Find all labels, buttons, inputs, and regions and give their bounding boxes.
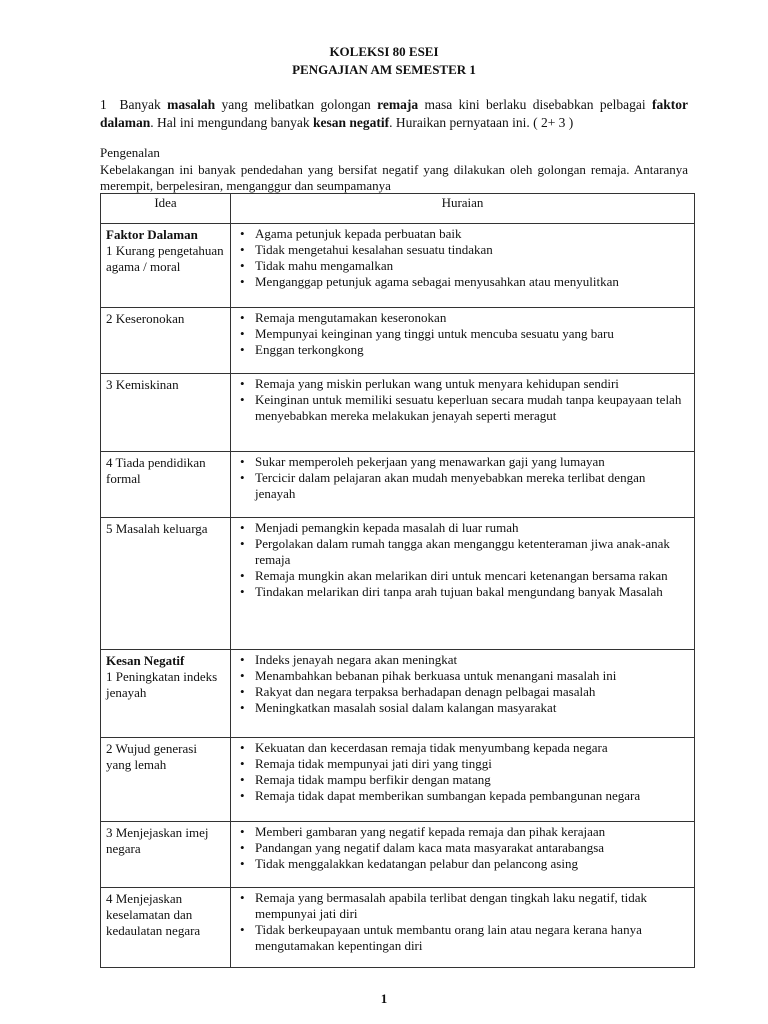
bullet-list <box>239 652 686 716</box>
idea-label: 3 Kemiskinan <box>106 377 179 392</box>
list-item: • Tidak menggalakkan kedatangan pelabur dan pelancong asing <box>239 856 686 872</box>
huraian-cell <box>231 374 695 452</box>
question-number: 1 <box>100 97 107 112</box>
table-row <box>101 452 695 518</box>
question-text-segment: yang melibatkan golongan <box>215 97 378 112</box>
bullet-list <box>239 310 686 358</box>
list-item: • Meningkatkan masalah sosial dalam kalangan masyarakat <box>239 700 686 716</box>
section-heading: Faktor Dalaman <box>106 227 198 242</box>
idea-cell <box>101 650 231 738</box>
question-text <box>100 97 688 130</box>
idea-label: 4 Menjejaskan keselamatan dan kedaulatan negara <box>106 891 201 938</box>
list-item: • Menambahkan bebanan pihak berkuasa untuk menangani masalah ini <box>239 668 686 684</box>
table-row <box>101 650 695 738</box>
list-item: • Remaja tidak mampu berfikir dengan matang <box>239 772 686 788</box>
bullet-list <box>239 824 686 872</box>
table-body <box>101 224 695 968</box>
list-item: • Pandangan yang negatif dalam kaca mata masyarakat antarabangsa <box>239 840 686 856</box>
bullet-list <box>239 226 686 290</box>
huraian-cell <box>231 650 695 738</box>
list-item: • Remaja mengutamakan keseronokan <box>239 310 686 326</box>
idea-cell <box>101 224 231 308</box>
table-row <box>101 738 695 822</box>
huraian-cell <box>231 452 695 518</box>
bullet-list <box>239 454 686 502</box>
page-number: 1 <box>380 991 388 1006</box>
section-heading: Kesan Negatif <box>106 653 185 668</box>
question-text-segment: . Hal ini mengundang banyak <box>150 115 313 130</box>
column-header-huraian: Huraian <box>231 194 695 224</box>
huraian-cell <box>231 308 695 374</box>
idea-cell <box>101 822 231 888</box>
table-row <box>101 822 695 888</box>
table-row <box>101 224 695 308</box>
huraian-cell <box>231 888 695 968</box>
list-item: • Tidak mahu mengamalkan <box>239 258 686 274</box>
idea-label: 1 Kurang pengetahuan agama / moral <box>106 243 224 274</box>
idea-label: 5 Masalah keluarga <box>106 521 208 536</box>
idea-label: 2 Wujud generasi yang lemah <box>106 741 197 772</box>
bullet-list <box>239 740 686 804</box>
idea-cell <box>101 518 231 650</box>
question-text-segment: . Huraikan pernyataan ini. ( 2+ 3 ) <box>389 115 574 130</box>
idea-cell <box>101 374 231 452</box>
list-item: • Rakyat dan negara terpaksa berhadapan denagn pelbagai masalah <box>239 684 686 700</box>
idea-label: 4 Tiada pendidikan formal <box>106 455 206 486</box>
question-keyword: masalah <box>167 97 216 112</box>
list-item: • Remaja tidak mempunyai jati diri yang tinggi <box>239 756 686 772</box>
list-item: • Tercicir dalam pelajaran akan mudah menyebabkan mereka terlibat dengan jenayah <box>239 470 686 502</box>
intro-heading: Pengenalan <box>100 145 160 160</box>
list-item: • Menganggap petunjuk agama sebagai menyusahkan atau menyulitkan <box>239 274 686 290</box>
list-item: • Mempunyai keinginan yang tinggi untuk mencuba sesuatu yang baru <box>239 326 686 342</box>
intro-text: Kebelakangan ini banyak pendedahan yang bersifat negatif yang dilakukan oleh golongan remaja. Antaranya merempit, berpelesiran, menganggur dan seumpamanya <box>100 162 688 193</box>
bullet-list <box>239 890 686 954</box>
question-keyword: kesan negatif <box>312 115 390 130</box>
question-keyword: remaja <box>377 97 419 112</box>
list-item: • Tidak mengetahui kesalahan sesuatu tindakan <box>239 242 686 258</box>
list-item: • Remaja yang miskin perlukan wang untuk menyara kehidupan sendiri <box>239 376 686 392</box>
question-text-segment: masa kini berlaku disebabkan pelbagai <box>418 97 653 112</box>
list-item: • Remaja yang bermasalah apabila terlibat dengan tingkah laku negatif, tidak mempunyai jati diri <box>239 890 686 922</box>
table-row <box>101 888 695 968</box>
huraian-cell <box>231 822 695 888</box>
list-item: • Kekuatan dan kecerdasan remaja tidak menyumbang kepada negara <box>239 740 686 756</box>
table-row <box>101 374 695 452</box>
table-header-row <box>101 194 695 224</box>
idea-label: 3 Menjejaskan imej negara <box>106 825 209 856</box>
document-title: KOLEKSI 80 ESEI <box>329 44 439 59</box>
table-row <box>101 518 695 650</box>
list-item: • Memberi gambaran yang negatif kepada remaja dan pihak kerajaan <box>239 824 686 840</box>
idea-cell <box>101 738 231 822</box>
essay-outline-table <box>100 193 695 968</box>
question-text-segment: Banyak <box>119 97 168 112</box>
bullet-list <box>239 520 686 600</box>
list-item: • Enggan terkongkong <box>239 342 686 358</box>
idea-label: 1 Peningkatan indeks jenayah <box>106 669 218 700</box>
question-keyword: faktor dalaman <box>100 97 689 130</box>
column-header-idea: Idea <box>101 194 231 224</box>
table-row <box>101 308 695 374</box>
list-item: • Indeks jenayah negara akan meningkat <box>239 652 686 668</box>
idea-cell <box>101 452 231 518</box>
idea-label: 2 Keseronokan <box>106 311 185 326</box>
list-item: • Keinginan untuk memiliki sesuatu keperluan secara mudah tanpa keupayaan telah menyebabkan mereka melakukan jenayah seperti meragut <box>239 392 686 424</box>
list-item: • Remaja tidak dapat memberikan sumbangan kepada pembangunan negara <box>239 788 686 804</box>
huraian-cell <box>231 518 695 650</box>
bullet-list <box>239 376 686 424</box>
document-subtitle: PENGAJIAN AM SEMESTER 1 <box>292 62 476 77</box>
list-item: • Sukar memperoleh pekerjaan yang menawarkan gaji yang lumayan <box>239 454 686 470</box>
list-item: • Pergolakan dalam rumah tangga akan menganggu ketenteraman jiwa anak-anak remaja <box>239 536 686 568</box>
huraian-cell <box>231 738 695 822</box>
list-item: • Tindakan melarikan diri tanpa arah tujuan bakal mengundang banyak Masalah <box>239 584 686 600</box>
huraian-cell <box>231 224 695 308</box>
list-item: • Tidak berkeupayaan untuk membantu orang lain atau negara kerana hanya mengutamakan kepentingan diri <box>239 922 686 954</box>
list-item: • Menjadi pemangkin kepada masalah di luar rumah <box>239 520 686 536</box>
essay-question <box>100 96 688 132</box>
idea-cell <box>101 308 231 374</box>
idea-cell <box>101 888 231 968</box>
list-item: • Agama petunjuk kepada perbuatan baik <box>239 226 686 242</box>
list-item: • Remaja mungkin akan melarikan diri untuk mencari ketenangan bersama rakan <box>239 568 686 584</box>
